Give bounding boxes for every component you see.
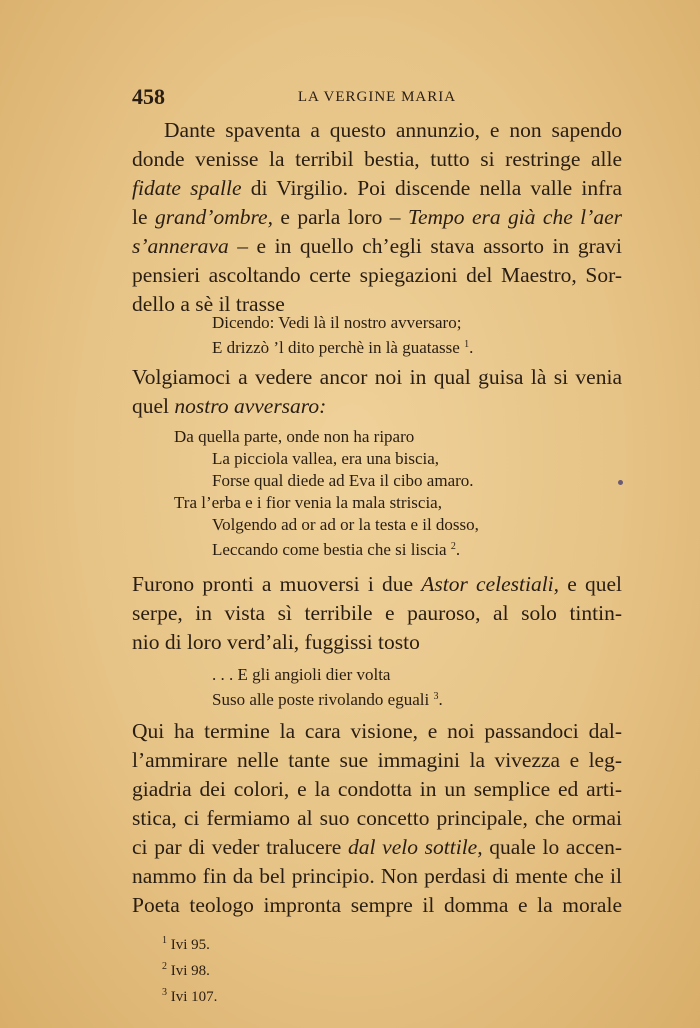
footnote-text: Ivi 98.: [170, 963, 210, 979]
verse-quote-2: [174, 426, 479, 561]
text-run: quale lo accen-: [482, 835, 622, 859]
footnote: [162, 930, 217, 956]
verse-line: Tra l’erba e i fior venia la mala striscia,: [174, 493, 442, 512]
footnote-number: 1: [162, 935, 167, 946]
paragraph-1: [132, 116, 622, 319]
page-number: 458: [132, 84, 165, 109]
paragraph-3: [132, 570, 622, 657]
verse-line: La picciola vallea, era una biscia,: [212, 449, 440, 468]
footnote-ref: 2: [450, 541, 456, 552]
footnote-number: 2: [162, 961, 167, 972]
footnote-text: Ivi 107.: [170, 989, 218, 1005]
text-run: Suso alle poste rivolando eguali: [212, 690, 430, 709]
text-run: – e in quello ch’egli stava assorto in gravi: [228, 234, 622, 258]
paragraph-2: [132, 363, 622, 421]
footnote-text: Ivi 95.: [170, 937, 210, 953]
text-line: Dante spaventa a questo annunzio, e non sapendo: [164, 118, 622, 142]
footnote-ref: 3: [433, 691, 439, 702]
verse-line: Volgendo ad or ad or la testa e il dosso,: [212, 515, 479, 534]
text-line: [132, 392, 622, 421]
text-line: Qui ha termine la cara visione, e noi passandoci dal-: [132, 719, 622, 743]
verse-line: Dicendo: Vedi là il nostro avversaro;: [212, 313, 462, 332]
text-line: serpe, in vista sì terribile e pauroso, al solo tintin-: [132, 601, 622, 625]
footnote-ref: 1: [464, 339, 470, 350]
text-line: nammo fin da bel principio. Non perdasi di mente che il: [132, 864, 622, 888]
text-line: giadria dei colori, e la condotta in un semplice ed arti-: [132, 777, 622, 801]
text-line: [132, 203, 622, 232]
text-line: [132, 570, 622, 599]
italic-phrase: Astor celestiali,: [421, 572, 560, 596]
text-line: [132, 174, 622, 203]
text-line: nio di loro verd’ali, fuggissi tosto: [132, 630, 420, 654]
text-run: e parla loro –: [272, 205, 408, 229]
italic-phrase: fidate spalle: [132, 176, 242, 200]
text-line: [132, 833, 622, 862]
verse-line: . . . E gli angioli dier volta: [212, 665, 391, 684]
footnotes: [162, 930, 217, 1008]
text-line: pensieri ascoltando certe spiegazioni del Maestro, Sor-: [132, 263, 622, 287]
verse-quote-3: [212, 664, 443, 711]
italic-phrase: Tempo era già che l’aer: [407, 205, 622, 229]
text-run: ci par di veder tralucere: [132, 835, 349, 859]
verse-line: E drizzò ’l dito perchè in là guatasse $^1$.: [212, 338, 474, 357]
footnote-number: 3: [162, 987, 167, 998]
text-line: [132, 232, 622, 261]
italic-phrase: dal velo sottile,: [348, 835, 483, 859]
text-run: Furono pronti a muoversi i due: [132, 572, 422, 596]
text-run: di Virgilio. Poi discende nella valle infra: [241, 176, 622, 200]
text-line: Poeta teologo impronta sempre il domma e la morale: [132, 893, 622, 917]
italic-phrase: nostro avversaro:: [174, 394, 327, 418]
text-line: donde venisse la terribil bestia, tutto si restringe alle: [132, 147, 622, 171]
verse-line: Da quella parte, onde non ha riparo: [174, 427, 415, 446]
text-run: e quel: [559, 572, 622, 596]
verse-line: Suso alle poste rivolando eguali $^3$.: [212, 690, 443, 709]
footnote: [162, 982, 217, 1008]
ink-speck: [618, 480, 623, 485]
text-run: le: [132, 205, 155, 229]
text-line: l’ammirare nelle tante sue immagini la vivezza e leg-: [132, 748, 622, 772]
text-run: quel: [132, 394, 175, 418]
text-run: E drizzò ’l dito perchè in là guatasse: [212, 338, 460, 357]
verse-line: Leccando come bestia che si liscia $^2$.: [212, 540, 461, 559]
text-line: Volgiamoci a vedere ancor noi in qual guisa là si venia: [132, 365, 622, 389]
running-title: LA VERGINE MARIA: [297, 89, 457, 105]
paragraph-4: [132, 717, 622, 920]
text-line: dello a sè il trasse: [132, 292, 285, 316]
footnote: [162, 956, 217, 982]
text-line: stica, ci fermiamo al suo concetto principale, che ormai: [132, 806, 622, 830]
page-header: [132, 84, 622, 110]
italic-phrase: s’annerava: [132, 234, 229, 258]
verse-quote-1: [212, 312, 473, 359]
italic-phrase: grand’ombre,: [154, 205, 273, 229]
verse-line: Forse qual diede ad Eva il cibo amaro.: [212, 471, 474, 490]
text-run: Leccando come bestia che si liscia: [212, 540, 447, 559]
